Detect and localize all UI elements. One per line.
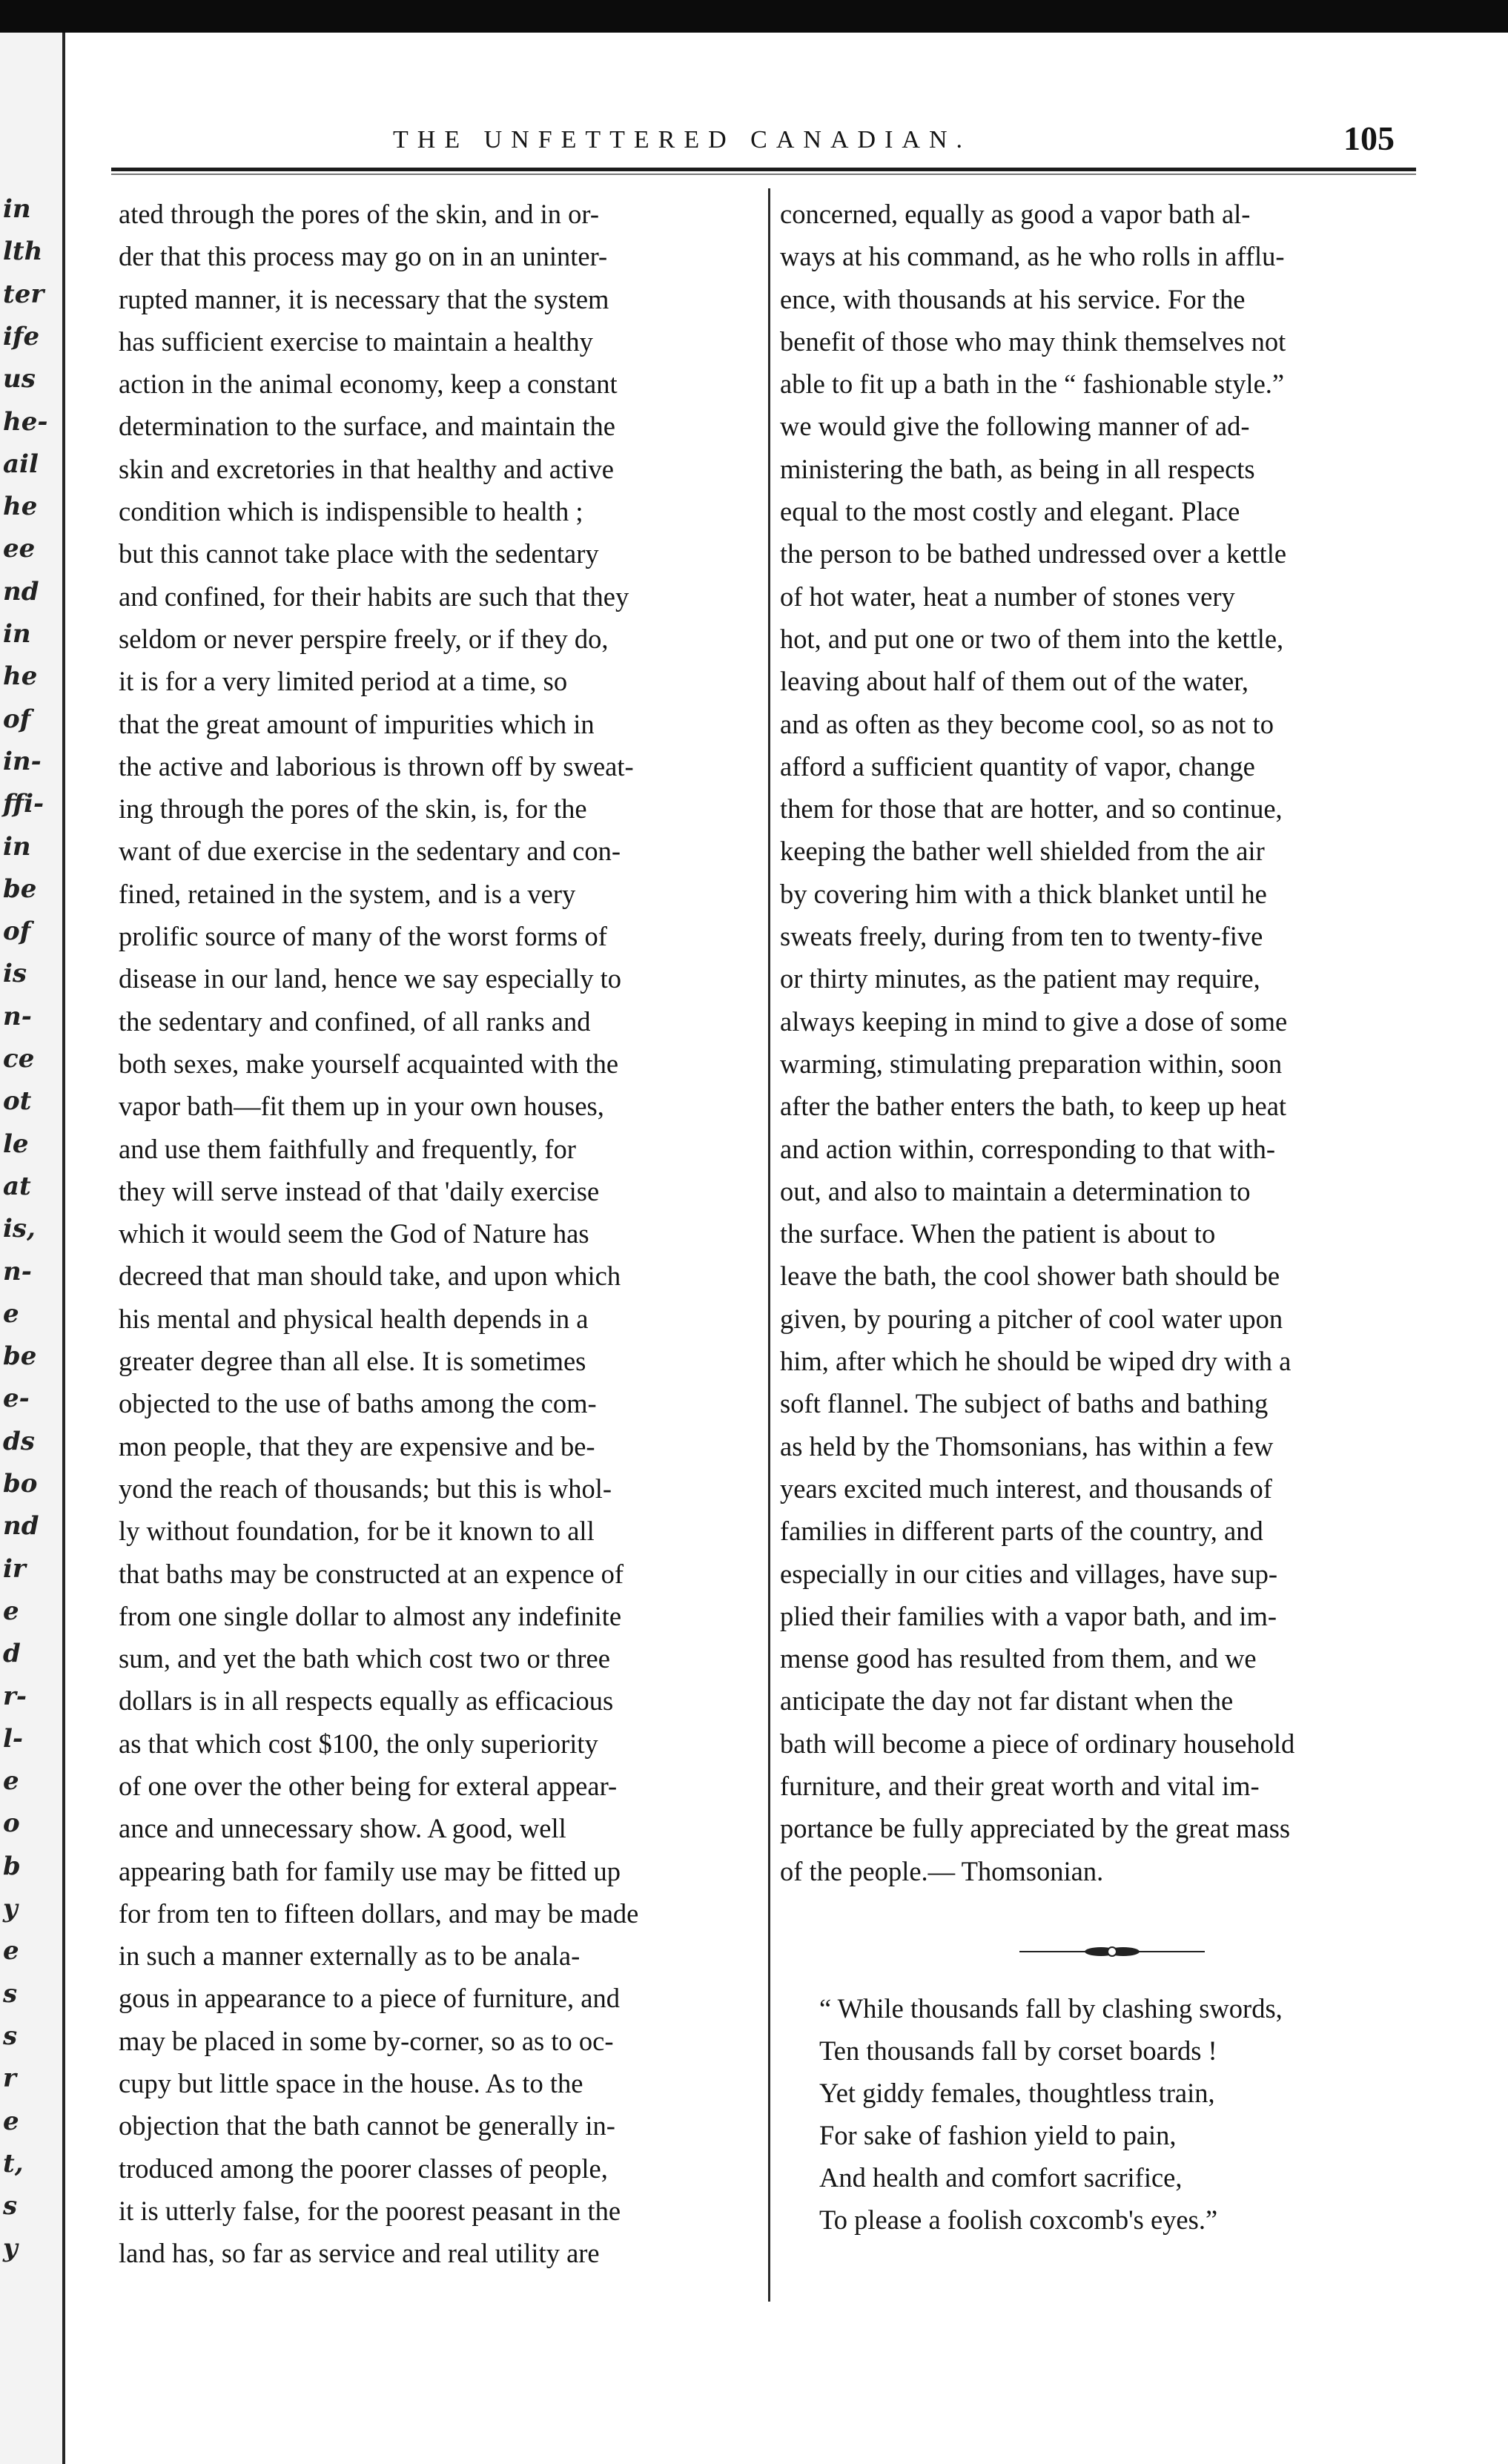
gutter-fragment: s [3, 1978, 18, 2009]
text-line: ing through the pores of the skin, is, for the [119, 793, 587, 825]
gutter-fragment: e [3, 2106, 19, 2136]
text-line: ministering the bath, as being in all respects [780, 453, 1255, 484]
gutter-fragment: he [3, 661, 38, 692]
text-line: bath will become a piece of ordinary household [780, 1728, 1295, 1759]
text-line: leaving about half of them out of the water, [780, 666, 1249, 697]
scan-top-border [0, 0, 1508, 33]
text-line: warming, stimulating preparation within, soon [780, 1048, 1283, 1079]
gutter-fragment: ife [3, 321, 40, 351]
text-line: of one over the other being for exteral appear- [119, 1770, 618, 1801]
gutter-fragment: y [3, 2233, 18, 2264]
ornament-divider [1019, 1943, 1205, 1961]
header-rule [111, 168, 1416, 171]
gutter-fragment: ot [3, 1086, 32, 1117]
gutter-fragment: he- [3, 406, 48, 437]
text-line: benefit of those who may think themselves not [780, 326, 1286, 357]
text-line: skin and excretories in that healthy and active [119, 453, 614, 484]
text-line: from one single dollar to almost any indefinite [119, 1600, 622, 1631]
text-line: especially in our cities and villages, have sup- [780, 1558, 1277, 1589]
gutter-fragment: in [3, 194, 31, 224]
poem-line: Ten thousands fall by corset boards ! [819, 2035, 1217, 2066]
poem-line: “ While thousands fall by clashing swords, [819, 1993, 1283, 2024]
text-line: which it would seem the God of Nature has [119, 1218, 589, 1249]
text-line: and as often as they become cool, so as not to [780, 708, 1274, 739]
gutter-fragment: ter [3, 279, 44, 309]
text-line: the active and laborious is thrown off by sweat- [119, 750, 634, 782]
header-rule-thin [111, 174, 1416, 175]
gutter-fragment: ail [3, 449, 39, 479]
text-line: ways at his command, as he who rolls in afflu- [780, 241, 1285, 272]
gutter-fragment: is [3, 959, 27, 989]
text-line: condition which is indispensible to health ; [119, 496, 583, 527]
text-line: it is for a very limited period at a time, so [119, 666, 568, 697]
text-line: them for those that are hotter, and so continue, [780, 793, 1283, 825]
text-line: for from ten to fifteen dollars, and may be made [119, 1897, 639, 1929]
text-line: but this cannot take place with the sedentary [119, 538, 599, 569]
gutter-fragment: of [3, 704, 31, 734]
gutter-fragment: ir [3, 1553, 26, 1584]
text-line: as that which cost $100, the only superiority [119, 1728, 598, 1759]
text-line: vapor bath—fit them up in your own houses, [119, 1091, 604, 1122]
gutter-fragment: in [3, 619, 31, 649]
text-line: they will serve instead of that 'daily exercise [119, 1175, 600, 1206]
gutter-fragment: l- [3, 1723, 24, 1754]
text-line: by covering him with a thick blanket until he [780, 878, 1267, 909]
gutter-fragment: lth [3, 237, 43, 267]
text-line: ly without foundation, for be it known to all [119, 1516, 595, 1547]
gutter-fragment: ce [3, 1044, 35, 1074]
gutter-fragment: s [3, 2021, 18, 2051]
text-line: soft flannel. The subject of baths and bathing [780, 1388, 1269, 1419]
text-line: objection that the bath cannot be generally in- [119, 2110, 615, 2141]
gutter-fragment: e [3, 1766, 19, 1797]
text-line: may be placed in some by-corner, so as to oc- [119, 2025, 614, 2056]
text-line: equal to the most costly and elegant. Place [780, 496, 1240, 527]
text-line: troduced among the poorer classes of people, [119, 2153, 608, 2184]
text-line: portance be fully appreciated by the great mass [780, 1813, 1291, 1844]
gutter-fragment: t, [3, 2148, 24, 2179]
gutter-fragment: n- [3, 1001, 32, 1031]
text-line: concerned, equally as good a vapor bath al- [780, 199, 1251, 229]
text-line: fined, retained in the system, and is a very [119, 878, 576, 909]
text-line: determination to the surface, and maintain the [119, 411, 615, 442]
text-line: dollars is in all respects equally as efficacious [119, 1685, 614, 1717]
text-line: that the great amount of impurities which in [119, 708, 595, 739]
text-line: of hot water, heat a number of stones very [780, 581, 1235, 612]
gutter-fragment: is, [3, 1214, 36, 1244]
text-line: sweats freely, during from ten to twenty-five [780, 921, 1263, 952]
left-column-text [119, 193, 756, 2275]
gutter-fragment: ffi- [3, 789, 44, 819]
gutter-fragment: be [3, 873, 37, 904]
text-line: land has, so far as service and real utility are [119, 2238, 600, 2269]
text-line: objected to the use of baths among the com- [119, 1388, 597, 1419]
gutter-fragment: o [3, 1809, 20, 1839]
gutter-fragment: e- [3, 1384, 30, 1414]
text-line: the surface. When the patient is about to [780, 1218, 1216, 1249]
text-line: that baths may be constructed at an expence of [119, 1558, 624, 1589]
text-line: as held by the Thomsonians, has within a few [780, 1430, 1274, 1461]
text-line: able to fit up a bath in the “ fashionable style.” [780, 369, 1285, 400]
text-line: appearing bath for family use may be fitted up [119, 1855, 621, 1886]
text-line: decreed that man should take, and upon which [119, 1261, 621, 1292]
text-line: we would give the following manner of ad- [780, 411, 1250, 442]
text-line: anticipate the day not far distant when the [780, 1685, 1234, 1717]
text-line: gous in appearance to a piece of furniture, and [119, 1983, 620, 2014]
gutter-fragment: bo [3, 1469, 38, 1499]
text-line: plied their families with a vapor bath, and im- [780, 1600, 1277, 1631]
gutter-fragment: ee [3, 534, 36, 564]
gutter-fragment: of [3, 916, 31, 947]
text-line: the person to be bathed undressed over a kettle [780, 538, 1287, 569]
gutter-fragment: in [3, 831, 31, 862]
gutter-fragment: b [3, 1851, 21, 1881]
text-line: want of due exercise in the sedentary and con- [119, 836, 621, 867]
text-line: furniture, and their great worth and vital im- [780, 1770, 1260, 1801]
gutter-fragment: n- [3, 1256, 32, 1287]
text-line: leave the bath, the cool shower bath should be [780, 1261, 1280, 1292]
text-line: it is utterly false, for the poorest peasant in the [119, 2195, 621, 2226]
text-line: rupted manner, it is necessary that the system [119, 283, 609, 314]
gutter-fragment: e [3, 1298, 19, 1329]
text-line: him, after which he should be wiped dry with a [780, 1346, 1292, 1377]
text-line: mense good has resulted from them, and we [780, 1643, 1257, 1674]
text-line: ance and unnecessary show. A good, well [119, 1813, 566, 1844]
text-line: the sedentary and confined, of all ranks and [119, 1005, 591, 1037]
gutter-fragment: in- [3, 746, 42, 776]
text-line: sum, and yet the bath which cost two or three [119, 1643, 610, 1674]
text-line: mon people, that they are expensive and be- [119, 1430, 595, 1461]
adjacent-page-gutter [0, 33, 65, 2464]
text-line: and confined, for their habits are such that they [119, 581, 629, 612]
text-line: of the people.— Thomsonian. [780, 1855, 1104, 1886]
gutter-fragment: he [3, 492, 38, 522]
running-title: THE UNFETTERED CANADIAN. [393, 126, 972, 153]
text-line: der that this process may go on in an uninter- [119, 241, 608, 272]
gutter-fragment: at [3, 1171, 31, 1201]
gutter-fragment: r- [3, 1681, 27, 1711]
text-line: greater degree than all else. It is sometimes [119, 1346, 586, 1377]
gutter-fragment: ds [3, 1426, 35, 1456]
text-line: his mental and physical health depends in a [119, 1303, 589, 1334]
text-line: years excited much interest, and thousands of [780, 1473, 1272, 1504]
text-line: cupy but little space in the house. As to the [119, 2068, 583, 2099]
text-line: ated through the pores of the skin, and in or- [119, 199, 599, 229]
text-line: families in different parts of the country, and [780, 1516, 1263, 1547]
text-line: seldom or never perspire freely, or if they do, [119, 623, 609, 654]
text-line: both sexes, make yourself acquainted with the [119, 1048, 619, 1079]
poem-line: For sake of fashion yield to pain, [819, 2120, 1177, 2150]
text-line: or thirty minutes, as the patient may require, [780, 963, 1260, 994]
text-line: keeping the bather well shielded from the air [780, 836, 1265, 867]
gutter-fragment: nd [3, 1511, 39, 1542]
text-line: and action within, corresponding to that with- [780, 1133, 1276, 1164]
poem [819, 1987, 1283, 2241]
gutter-fragment: y [3, 1894, 18, 1923]
text-line: prolific source of many of the worst forms of [119, 921, 607, 952]
gutter-fragment: e [3, 1596, 19, 1626]
text-line: after the bather enters the bath, to keep up heat [780, 1091, 1287, 1122]
text-line: has sufficient exercise to maintain a healthy [119, 326, 593, 357]
gutter-fragment: be [3, 1341, 37, 1372]
right-column-text [780, 193, 1429, 1892]
text-line: afford a sufficient quantity of vapor, change [780, 750, 1255, 782]
poem-line: Yet giddy females, thoughtless train, [819, 2078, 1215, 2108]
text-line: disease in our land, hence we say especially to [119, 963, 622, 994]
text-line: ence, with thousands at his service. For the [780, 283, 1246, 314]
text-line: given, by pouring a pitcher of cool water upon [780, 1303, 1283, 1334]
text-line: out, and also to maintain a determination to [780, 1175, 1251, 1206]
gutter-fragment: s [3, 2191, 18, 2222]
poem-line: To please a foolish coxcomb's eyes.” [819, 2204, 1218, 2235]
gutter-fragment: nd [3, 576, 39, 607]
text-line: always keeping in mind to give a dose of some [780, 1005, 1288, 1037]
page-number: 105 [1343, 119, 1395, 157]
text-line: in such a manner externally as to be anala- [119, 1941, 581, 1972]
gutter-fragment: d [3, 1639, 21, 1669]
text-line: and use them faithfully and frequently, for [119, 1133, 576, 1164]
gutter-fragment: r [3, 2064, 16, 2094]
gutter-fragment: e [3, 1936, 19, 1966]
poem-line: And health and comfort sacrifice, [819, 2162, 1183, 2193]
gutter-fragment: us [3, 364, 36, 394]
text-line: hot, and put one or two of them into the kettle, [780, 623, 1284, 654]
text-line: action in the animal economy, keep a constant [119, 369, 618, 400]
text-line: yond the reach of thousands; but this is whol- [119, 1473, 612, 1504]
gutter-fragment: le [3, 1129, 29, 1159]
column-separator [768, 188, 770, 2302]
